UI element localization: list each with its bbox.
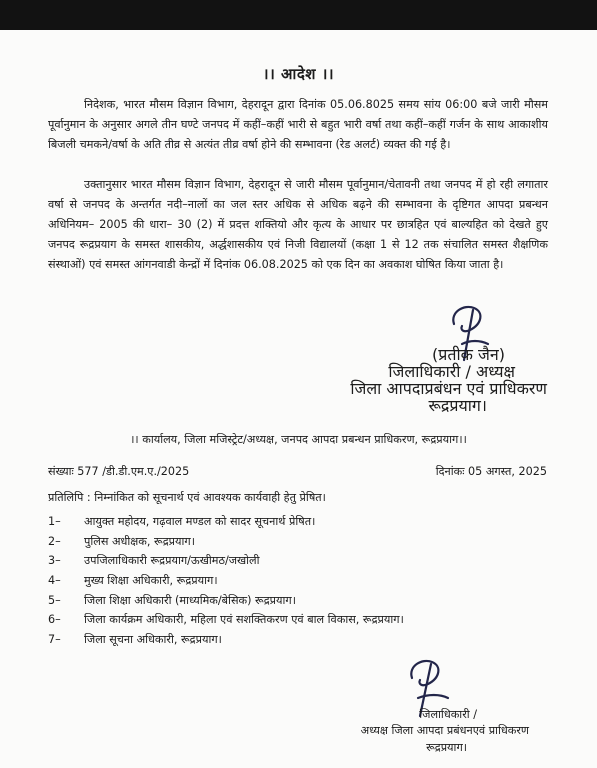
list-item	[48, 532, 404, 552]
dark-header-band	[0, 0, 597, 30]
footer-signatory-designation: जिलाधिकारी /	[419, 708, 477, 721]
list-item	[48, 512, 404, 532]
reference-number: संख्याः 577 /डी.डी.एम.ए./2025	[48, 465, 190, 478]
list-item-text: जिला शिक्षा अधिकारी (माध्यमिक/बेसिक) रूद्रप्रयाग।	[84, 593, 296, 607]
footer-signatory-organization: अध्यक्ष जिला आपदा प्रबंधनएवं प्राधिकरण	[360, 724, 529, 737]
order-paragraph-2: उक्तानुसार भारत मौसम विज्ञान विभाग, देहरादून से जारी मौसम पूर्वानुमान/चेतावनी तथा जनपद में हो रही लगातार वर्षा से जनपद के अन्तर्गत नदी–नालों का जल स्तर अधिक से अधिक बढ़ने की सम्भावना के दृष्टिगत आपदा प्रबन्धन अधिनियम– 2005 की धारा– 30 (2) में प्रदत्त शक्तियो और कृत्य के आधार पर छात्रहित एवं बाल्यहित को देखते हुए जनपद रूद्रप्रयाग के समस्त शासकीय, अर्द्धशासकीय एवं निजी विद्यालयों (कक्षा 1 से 12 तक संचालित समस्त शैक्षणिक संस्थाओं) एवं समस्त आंगनवाडी केन्द्रों में दिनांक 06.08.2025 को एक दिन का अवकाश घोषित किया जाता है।	[48, 178, 548, 271]
list-item-number: 7–	[48, 633, 61, 647]
signatory-organization: जिला आपदाप्रबंधन एवं प्राधिकरण	[350, 379, 547, 398]
list-item-number: 3–	[48, 554, 61, 568]
issue-date: दिनांकः 05 अगस्त, 2025	[435, 465, 547, 478]
list-item	[48, 591, 404, 611]
list-item-number: 6–	[48, 613, 61, 627]
list-item-number: 4–	[48, 574, 61, 588]
list-item-text: पुलिस अधीक्षक, रूद्रप्रयाग।	[84, 534, 195, 548]
order-paragraph-1: निदेशक, भारत मौसम विज्ञान विभाग, देहरादून द्वारा दिनांक 05.06.8025 समय सांय 06:00 बजे जारी मौसम पूर्वानुमान के अनुसार अगले तीन घण्टे जनपद में कहीं–कहीं भारी से बहुत भारी वर्षा तथा कहीं–कहीं गर्जन के साथ आकाशीय बिजली चमकने/वर्षा के अति तीव्र से अत्यंत तीव्र वर्षा होने की सम्भावना (रेड अलर्ट) व्यक्त की गई है।	[48, 98, 548, 151]
list-item-text: मुख्य शिक्षा अधिकारी, रूद्रप्रयाग।	[84, 574, 218, 588]
order-title: ।। आदेश ।।	[262, 65, 335, 83]
office-heading: ।। कार्यालय, जिला मजिस्ट्रेट/अध्यक्ष, जनपद आपदा प्रबन्धन प्राधिकरण, रूद्रप्रयाग।।	[130, 433, 467, 446]
footer-signatory-place: रूद्रप्रयाग।	[426, 741, 467, 754]
copy-intro: प्रतिलिपि : निम्नांकित को सूचनार्थ एवं आवश्यक कार्यवाही हेतु प्रेषित।	[48, 491, 326, 504]
list-item-number: 2–	[48, 534, 61, 548]
list-item	[48, 571, 404, 591]
list-item-text: उपजिलाधिकारी रूद्रप्रयाग/ऊखीमठ/जखोली	[84, 554, 260, 568]
signatory-name: (प्रतीक जैन)	[432, 345, 505, 364]
list-item-number: 1–	[48, 515, 61, 528]
signatory-place: रूद्रप्रयाग।	[428, 396, 487, 415]
distribution-list	[48, 512, 404, 650]
list-item-text: आयुक्त महोदय, गढ़वाल मण्डल को सादर सूचनार्थ प्रेषित।	[84, 515, 316, 528]
list-item	[48, 551, 404, 571]
list-item-text: जिला सूचना अधिकारी, रूद्रप्रयाग।	[84, 633, 222, 647]
signatory-designation: जिलाधिकारी / अध्यक्ष	[388, 362, 515, 381]
list-item-text: जिला कार्यक्रम अधिकारी, महिला एवं सशक्तिकरण एवं बाल विकास, रूद्रप्रयाग।	[84, 613, 404, 627]
list-item-number: 5–	[48, 593, 61, 607]
list-item	[48, 610, 404, 630]
list-item	[48, 630, 404, 650]
